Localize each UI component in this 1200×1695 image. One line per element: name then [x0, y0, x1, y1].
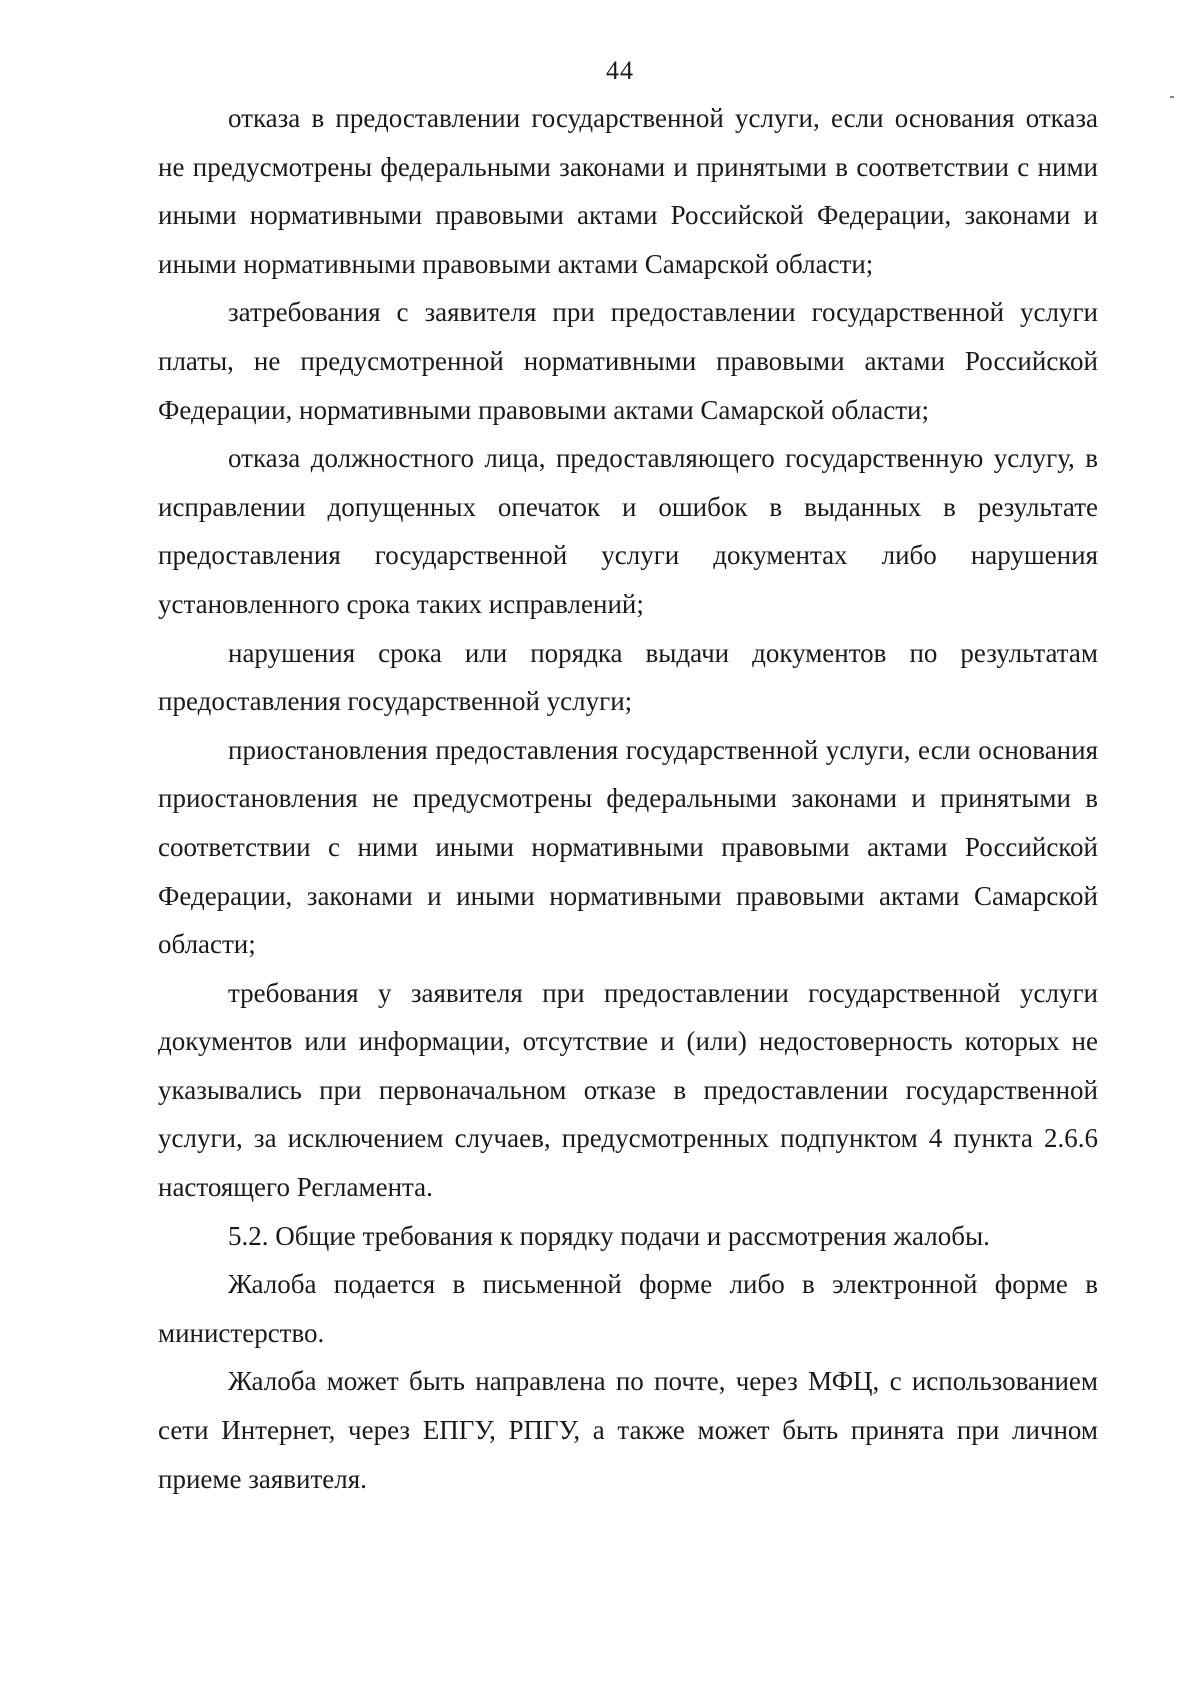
paragraph-fee-demand: затребования с заявителя при предоставлении государственной услуги платы, не предусмотренной нормативными правовыми актами Российской Федерации, нормативными правовыми актами Самарской области;	[158, 297, 1098, 425]
document-body	[158, 94, 1098, 1503]
paragraph-refusal: отказа в предоставлении государственной услуги, если основания отказа не предусмотрены федеральными законами и принятыми в соответствии с ними иными нормативными правовыми актами Российской Федерации, законами и иными нормативными правовыми актами Самарской области;	[158, 103, 1098, 279]
section-heading-5-2: 5.2. Общие требования к порядку подачи и рассмотрения жалобы.	[228, 1220, 990, 1251]
paragraph-correction-refusal: отказа должностного лица, предоставляющего государственную услугу, в исправлении допущенных опечаток и ошибок в выданных в результате предоставления государственной услуги документах либо нарушения установленного срока таких исправлений;	[158, 443, 1098, 619]
paragraph-complaint-form: Жалоба подается в письменной форме либо в электронной форме в министерство.	[158, 1269, 1098, 1348]
paragraph-document-demand: требования у заявителя при предоставлении государственной услуги документов или информации, отсутствие и (или) недостоверность которых не указывались при первоначальном отказе в предоставлении государственной услуги, за исключением случаев, предусмотренных подпунктом 4 пункта 2.6.6 настоящего Регламента.	[158, 977, 1098, 1203]
paragraph-complaint-channels: Жалоба может быть направлена по почте, через МФЦ, с использованием сети Интернет, через ЕПГУ, РПГУ, а также может быть принята при личном приеме заявителя.	[158, 1366, 1098, 1494]
paragraph-issue-violation: нарушения срока или порядка выдачи документов по результатам предоставления государственной услуги;	[158, 637, 1098, 717]
page-number: 44	[606, 56, 634, 85]
paragraph-suspension: приостановления предоставления государственной услуги, если основания приостановления не предусмотрены федеральными законами и принятыми в соответствии с ними иными нормативными правовыми актами Российской Федерации, законами и иными нормативными правовыми актами Самарской области;	[158, 734, 1098, 960]
scan-speck	[1170, 96, 1174, 98]
